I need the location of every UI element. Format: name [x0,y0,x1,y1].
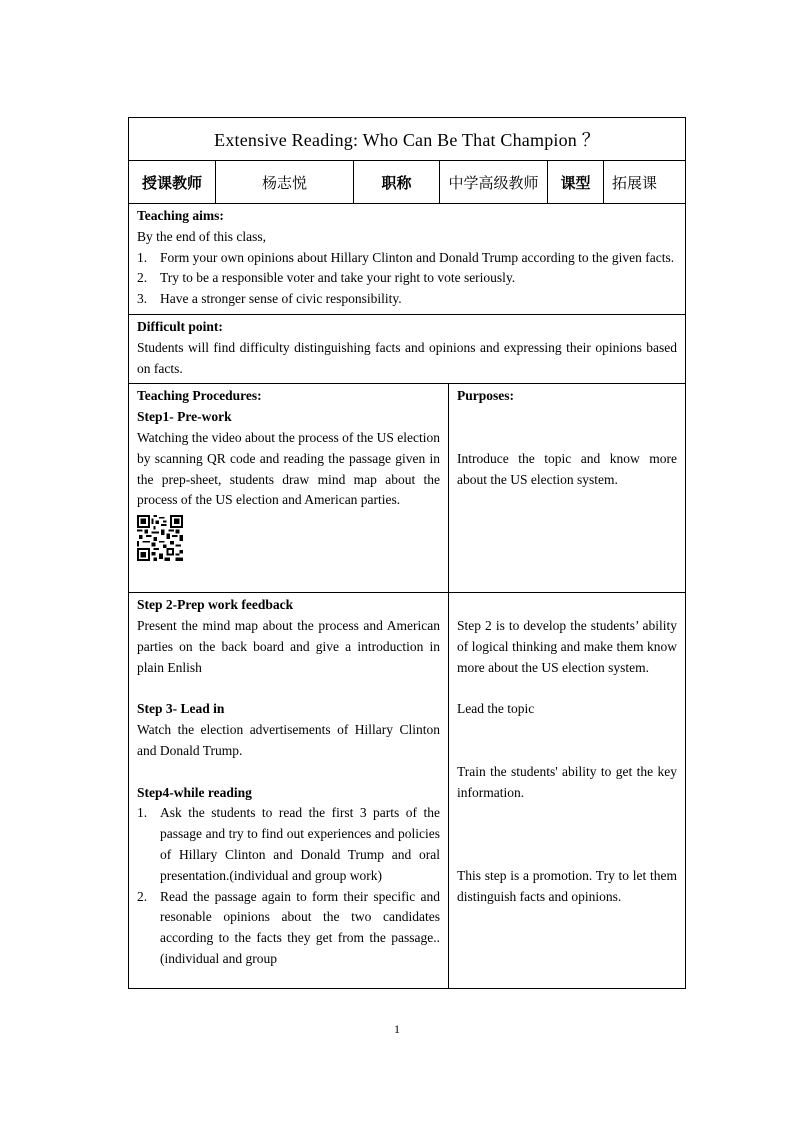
step4-heading: Step4-while reading [137,784,252,800]
list-item: 2. Try to be a responsible voter and take your right to vote seriously. [137,270,516,286]
position-value: 中学高级教师 [440,161,548,204]
step2-purpose: Step 2 is to develop the students’ ability of logical thinking and make them know more about the US election system. [457,618,678,675]
step4-purpose-1: Train the students' ability to get the key information. [457,763,678,800]
page-title: Extensive Reading: Who Can Be That Champion ？ [129,118,686,161]
difficult-point-heading: Difficult point: [137,318,223,334]
step1-purpose: Introduce the topic and know more about the US election system. [457,450,678,487]
list-item: 2. Read the passage again to form their specific and resonable opinions about the two candidates according to the facts they get from the passage.. (individual and group [137,888,440,966]
step3-text: Watch the election advertisements of Hillary Clinton and Donald Trump. [137,722,440,758]
teaching-aims-intro: By the end of this class, [137,228,266,244]
qr-code-icon [137,515,183,561]
teacher-label: 授课教师 [129,161,216,204]
step3-heading: Step 3- Lead in [137,701,225,717]
page-number: 1 [394,1022,400,1036]
position-label: 职称 [354,161,440,204]
difficult-point-section [129,314,686,383]
teaching-aims-list [137,248,677,310]
step3-purpose: Lead the topic [457,701,535,717]
step1-text: Watching the video about the process of the US election by scanning QR code and reading the passage given in the prep-sheet, students draw mind map about the process of the US election and American parties. [137,429,440,508]
teacher-name: 杨志悦 [216,161,354,204]
type-label: 课型 [548,161,604,204]
purposes-steps-cell [449,593,686,989]
type-value: 拓展课 [604,161,686,204]
teaching-aims-section [129,204,686,315]
difficult-point-text: Students will find difficulty distinguishing facts and opinions and expressing their opinions based on facts. [137,339,678,376]
step4-purpose-2: This step is a promotion. Try to let them distinguish facts and opinions. [457,867,678,904]
step1-heading: Step1- Pre-work [137,409,232,425]
procedures-steps-cell [129,593,449,989]
purposes-heading: Purposes: [457,388,514,404]
purposes-step1-cell [449,384,686,593]
step2-text: Present the mind map about the process and American parties on the back board and give a introduction in plain Enlish [137,618,440,675]
list-item: 3. Have a stronger sense of civic responsibility. [137,291,402,307]
teaching-aims-heading: Teaching aims: [137,208,224,223]
lesson-plan-table [128,117,686,989]
procedures-heading: Teaching Procedures: [137,388,262,404]
step2-heading: Step 2-Prep work feedback [137,597,294,613]
step4-list [137,803,440,969]
list-item: 1. Ask the students to read the first 3 parts of the passage and try to find out experiences and policies of Hillary Clinton and Donald Trump and oral presentation.(individual and group work) [137,805,440,883]
procedures-step1-cell [129,384,449,593]
list-item: 1. Form your own opinions about Hillary Clinton and Donald Trump according to the given facts. [137,249,675,265]
